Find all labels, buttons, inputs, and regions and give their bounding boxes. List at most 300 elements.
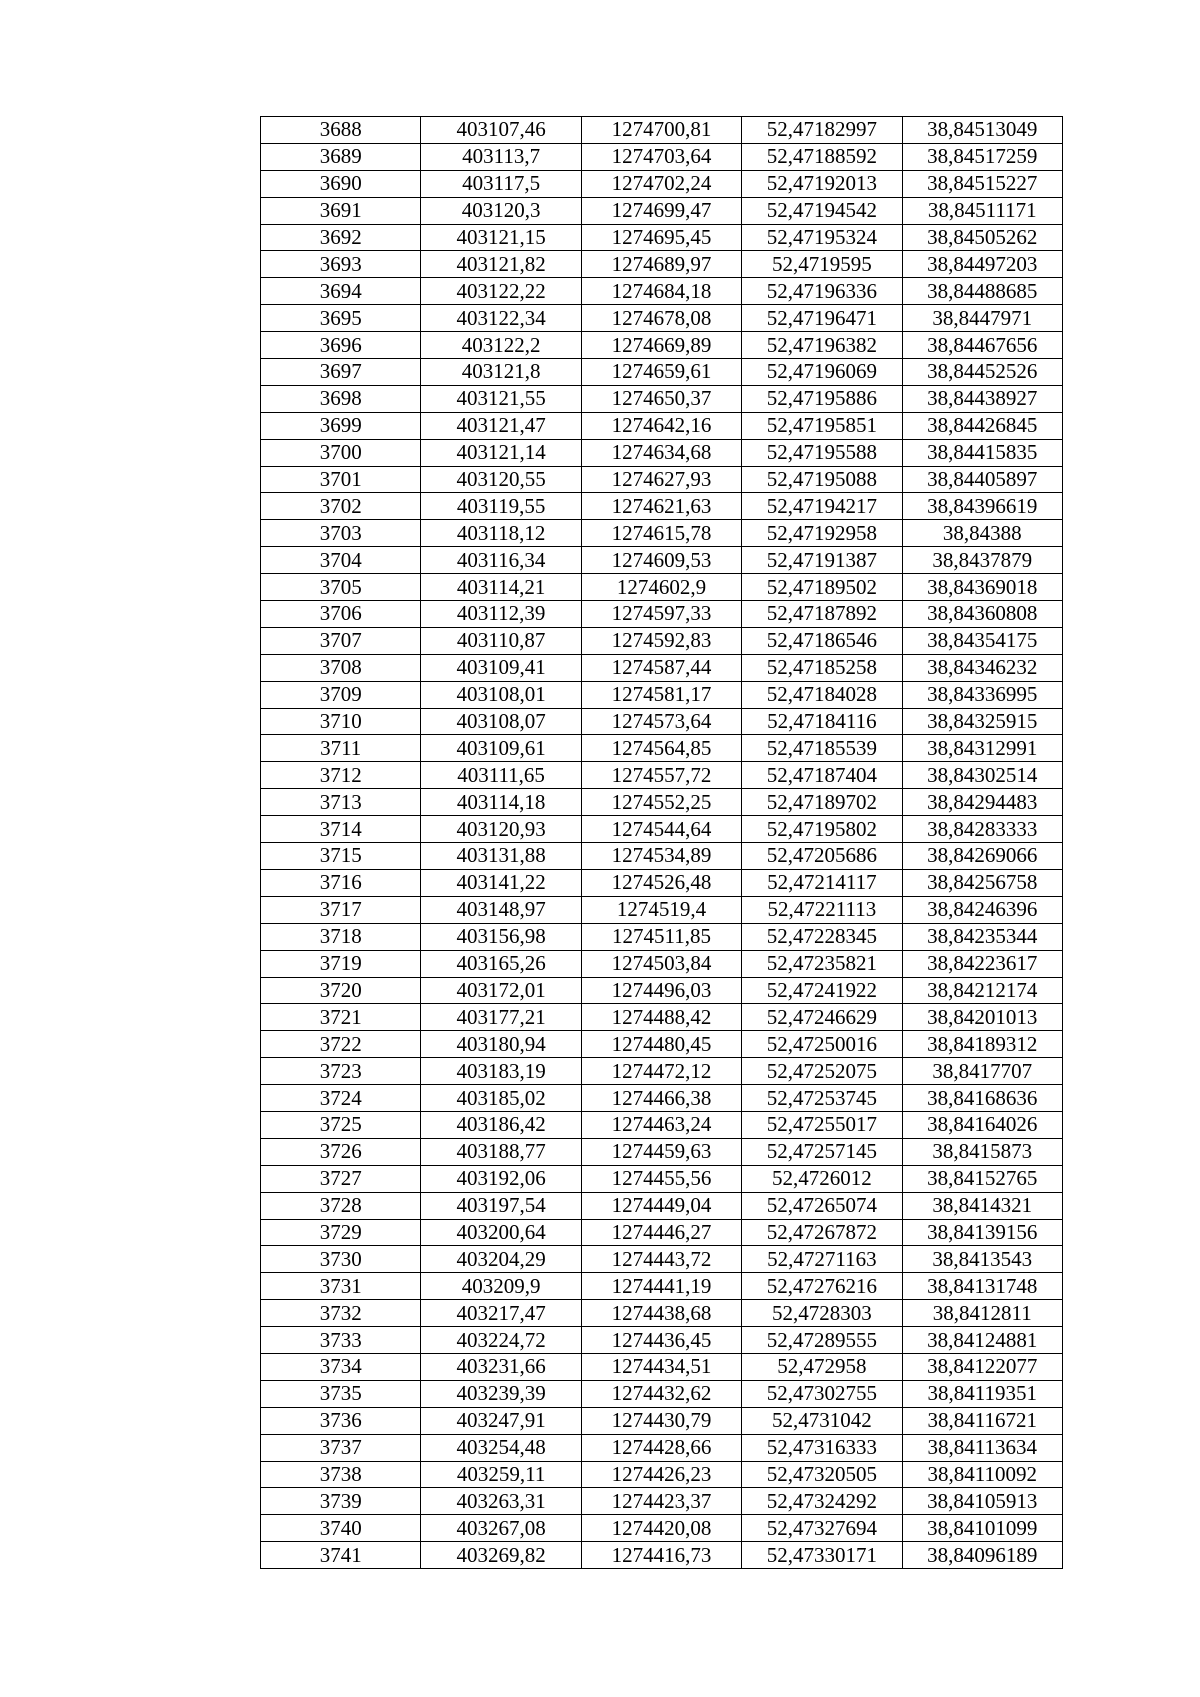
table-row (261, 1004, 1063, 1031)
y-coordinate-cell: 1274503,84 (581, 950, 741, 977)
latitude-cell: 52,47246629 (742, 1004, 902, 1031)
latitude-cell: 52,47316333 (742, 1434, 902, 1461)
y-coordinate-cell: 1274432,62 (581, 1380, 741, 1407)
point-number-cell: 3739 (261, 1488, 421, 1515)
y-coordinate-cell: 1274564,85 (581, 735, 741, 762)
table-row (261, 1031, 1063, 1058)
table-row (261, 278, 1063, 305)
point-number-cell: 3715 (261, 843, 421, 870)
x-coordinate-cell: 403141,22 (421, 869, 581, 896)
y-coordinate-cell: 1274436,45 (581, 1327, 741, 1354)
table-row (261, 1192, 1063, 1219)
x-coordinate-cell: 403172,01 (421, 977, 581, 1004)
longitude-cell: 38,84336995 (902, 681, 1062, 708)
latitude-cell: 52,47187404 (742, 762, 902, 789)
table-body (261, 117, 1063, 1569)
longitude-cell: 38,84110092 (902, 1461, 1062, 1488)
latitude-cell: 52,47276216 (742, 1273, 902, 1300)
table-row (261, 332, 1063, 359)
x-coordinate-cell: 403110,87 (421, 627, 581, 654)
table-row (261, 1488, 1063, 1515)
table-row (261, 1407, 1063, 1434)
point-number-cell: 3718 (261, 923, 421, 950)
x-coordinate-cell: 403200,64 (421, 1219, 581, 1246)
latitude-cell: 52,47267872 (742, 1219, 902, 1246)
x-coordinate-cell: 403121,47 (421, 412, 581, 439)
x-coordinate-cell: 403156,98 (421, 923, 581, 950)
point-number-cell: 3709 (261, 681, 421, 708)
point-number-cell: 3702 (261, 493, 421, 520)
y-coordinate-cell: 1274472,12 (581, 1058, 741, 1085)
y-coordinate-cell: 1274597,33 (581, 601, 741, 628)
longitude-cell: 38,84113634 (902, 1434, 1062, 1461)
latitude-cell: 52,47196471 (742, 305, 902, 332)
y-coordinate-cell: 1274700,81 (581, 117, 741, 144)
point-number-cell: 3690 (261, 170, 421, 197)
longitude-cell: 38,8415873 (902, 1138, 1062, 1165)
x-coordinate-cell: 403121,14 (421, 439, 581, 466)
longitude-cell: 38,84131748 (902, 1273, 1062, 1300)
point-number-cell: 3720 (261, 977, 421, 1004)
table-row (261, 197, 1063, 224)
latitude-cell: 52,47324292 (742, 1488, 902, 1515)
y-coordinate-cell: 1274459,63 (581, 1138, 741, 1165)
y-coordinate-cell: 1274678,08 (581, 305, 741, 332)
latitude-cell: 52,47205686 (742, 843, 902, 870)
latitude-cell: 52,47196069 (742, 359, 902, 386)
longitude-cell: 38,84168636 (902, 1085, 1062, 1112)
table-row (261, 708, 1063, 735)
x-coordinate-cell: 403113,7 (421, 143, 581, 170)
point-number-cell: 3691 (261, 197, 421, 224)
latitude-cell: 52,47194542 (742, 197, 902, 224)
latitude-cell: 52,47271163 (742, 1246, 902, 1273)
table-row (261, 762, 1063, 789)
y-coordinate-cell: 1274621,63 (581, 493, 741, 520)
latitude-cell: 52,47327694 (742, 1515, 902, 1542)
x-coordinate-cell: 403197,54 (421, 1192, 581, 1219)
y-coordinate-cell: 1274659,61 (581, 359, 741, 386)
point-number-cell: 3741 (261, 1542, 421, 1569)
point-number-cell: 3710 (261, 708, 421, 735)
longitude-cell: 38,84201013 (902, 1004, 1062, 1031)
y-coordinate-cell: 1274511,85 (581, 923, 741, 950)
y-coordinate-cell: 1274463,24 (581, 1111, 741, 1138)
latitude-cell: 52,47188592 (742, 143, 902, 170)
longitude-cell: 38,84369018 (902, 574, 1062, 601)
x-coordinate-cell: 403114,18 (421, 789, 581, 816)
point-number-cell: 3731 (261, 1273, 421, 1300)
longitude-cell: 38,84325915 (902, 708, 1062, 735)
longitude-cell: 38,84119351 (902, 1380, 1062, 1407)
latitude-cell: 52,4719595 (742, 251, 902, 278)
point-number-cell: 3696 (261, 332, 421, 359)
point-number-cell: 3723 (261, 1058, 421, 1085)
y-coordinate-cell: 1274702,24 (581, 170, 741, 197)
latitude-cell: 52,47195886 (742, 385, 902, 412)
point-number-cell: 3727 (261, 1165, 421, 1192)
longitude-cell: 38,84360808 (902, 601, 1062, 628)
x-coordinate-cell: 403122,22 (421, 278, 581, 305)
longitude-cell: 38,84505262 (902, 224, 1062, 251)
y-coordinate-cell: 1274423,37 (581, 1488, 741, 1515)
y-coordinate-cell: 1274488,42 (581, 1004, 741, 1031)
y-coordinate-cell: 1274428,66 (581, 1434, 741, 1461)
table-row (261, 1461, 1063, 1488)
y-coordinate-cell: 1274434,51 (581, 1353, 741, 1380)
x-coordinate-cell: 403108,07 (421, 708, 581, 735)
point-number-cell: 3688 (261, 117, 421, 144)
table-row (261, 547, 1063, 574)
x-coordinate-cell: 403217,47 (421, 1300, 581, 1327)
y-coordinate-cell: 1274592,83 (581, 627, 741, 654)
latitude-cell: 52,47228345 (742, 923, 902, 950)
longitude-cell: 38,8414321 (902, 1192, 1062, 1219)
y-coordinate-cell: 1274627,93 (581, 466, 741, 493)
y-coordinate-cell: 1274699,47 (581, 197, 741, 224)
point-number-cell: 3716 (261, 869, 421, 896)
y-coordinate-cell: 1274669,89 (581, 332, 741, 359)
x-coordinate-cell: 403120,55 (421, 466, 581, 493)
latitude-cell: 52,47189502 (742, 574, 902, 601)
table-row (261, 305, 1063, 332)
x-coordinate-cell: 403209,9 (421, 1273, 581, 1300)
y-coordinate-cell: 1274519,4 (581, 896, 741, 923)
table-row (261, 977, 1063, 1004)
point-number-cell: 3728 (261, 1192, 421, 1219)
x-coordinate-cell: 403117,5 (421, 170, 581, 197)
longitude-cell: 38,84212174 (902, 977, 1062, 1004)
point-number-cell: 3732 (261, 1300, 421, 1327)
longitude-cell: 38,84223617 (902, 950, 1062, 977)
x-coordinate-cell: 403254,48 (421, 1434, 581, 1461)
latitude-cell: 52,47253745 (742, 1085, 902, 1112)
latitude-cell: 52,4726012 (742, 1165, 902, 1192)
point-number-cell: 3689 (261, 143, 421, 170)
table-row (261, 1138, 1063, 1165)
x-coordinate-cell: 403118,12 (421, 520, 581, 547)
point-number-cell: 3717 (261, 896, 421, 923)
y-coordinate-cell: 1274581,17 (581, 681, 741, 708)
point-number-cell: 3699 (261, 412, 421, 439)
table-row (261, 1327, 1063, 1354)
latitude-cell: 52,4731042 (742, 1407, 902, 1434)
latitude-cell: 52,47189702 (742, 789, 902, 816)
point-number-cell: 3706 (261, 601, 421, 628)
table-row (261, 1219, 1063, 1246)
longitude-cell: 38,84415835 (902, 439, 1062, 466)
longitude-cell: 38,84517259 (902, 143, 1062, 170)
point-number-cell: 3740 (261, 1515, 421, 1542)
y-coordinate-cell: 1274496,03 (581, 977, 741, 1004)
table-row (261, 520, 1063, 547)
latitude-cell: 52,47320505 (742, 1461, 902, 1488)
latitude-cell: 52,47302755 (742, 1380, 902, 1407)
table-row (261, 439, 1063, 466)
longitude-cell: 38,84096189 (902, 1542, 1062, 1569)
longitude-cell: 38,8417707 (902, 1058, 1062, 1085)
y-coordinate-cell: 1274695,45 (581, 224, 741, 251)
y-coordinate-cell: 1274689,97 (581, 251, 741, 278)
table-row (261, 601, 1063, 628)
longitude-cell: 38,84246396 (902, 896, 1062, 923)
table-row (261, 574, 1063, 601)
x-coordinate-cell: 403259,11 (421, 1461, 581, 1488)
latitude-cell: 52,47191387 (742, 547, 902, 574)
table-row (261, 923, 1063, 950)
longitude-cell: 38,84101099 (902, 1515, 1062, 1542)
latitude-cell: 52,47196382 (742, 332, 902, 359)
table-row (261, 143, 1063, 170)
point-number-cell: 3713 (261, 789, 421, 816)
point-number-cell: 3708 (261, 654, 421, 681)
y-coordinate-cell: 1274534,89 (581, 843, 741, 870)
x-coordinate-cell: 403183,19 (421, 1058, 581, 1085)
x-coordinate-cell: 403188,77 (421, 1138, 581, 1165)
point-number-cell: 3733 (261, 1327, 421, 1354)
y-coordinate-cell: 1274615,78 (581, 520, 741, 547)
x-coordinate-cell: 403267,08 (421, 1515, 581, 1542)
longitude-cell: 38,84139156 (902, 1219, 1062, 1246)
point-number-cell: 3735 (261, 1380, 421, 1407)
point-number-cell: 3712 (261, 762, 421, 789)
coordinates-table (260, 116, 1063, 1569)
point-number-cell: 3724 (261, 1085, 421, 1112)
point-number-cell: 3726 (261, 1138, 421, 1165)
point-number-cell: 3734 (261, 1353, 421, 1380)
table-row (261, 843, 1063, 870)
y-coordinate-cell: 1274634,68 (581, 439, 741, 466)
point-number-cell: 3692 (261, 224, 421, 251)
longitude-cell: 38,8437879 (902, 547, 1062, 574)
x-coordinate-cell: 403269,82 (421, 1542, 581, 1569)
y-coordinate-cell: 1274650,37 (581, 385, 741, 412)
table-row (261, 251, 1063, 278)
longitude-cell: 38,84452526 (902, 359, 1062, 386)
table-row (261, 681, 1063, 708)
x-coordinate-cell: 403165,26 (421, 950, 581, 977)
x-coordinate-cell: 403111,65 (421, 762, 581, 789)
table-row (261, 735, 1063, 762)
point-number-cell: 3700 (261, 439, 421, 466)
x-coordinate-cell: 403107,46 (421, 117, 581, 144)
point-number-cell: 3704 (261, 547, 421, 574)
x-coordinate-cell: 403114,21 (421, 574, 581, 601)
y-coordinate-cell: 1274573,64 (581, 708, 741, 735)
y-coordinate-cell: 1274684,18 (581, 278, 741, 305)
latitude-cell: 52,47192958 (742, 520, 902, 547)
latitude-cell: 52,47241922 (742, 977, 902, 1004)
latitude-cell: 52,47235821 (742, 950, 902, 977)
table-row (261, 1515, 1063, 1542)
y-coordinate-cell: 1274430,79 (581, 1407, 741, 1434)
x-coordinate-cell: 403204,29 (421, 1246, 581, 1273)
latitude-cell: 52,47194217 (742, 493, 902, 520)
x-coordinate-cell: 403192,06 (421, 1165, 581, 1192)
point-number-cell: 3725 (261, 1111, 421, 1138)
latitude-cell: 52,47195588 (742, 439, 902, 466)
longitude-cell: 38,84235344 (902, 923, 1062, 950)
table-row (261, 170, 1063, 197)
x-coordinate-cell: 403122,2 (421, 332, 581, 359)
longitude-cell: 38,84302514 (902, 762, 1062, 789)
x-coordinate-cell: 403109,61 (421, 735, 581, 762)
point-number-cell: 3703 (261, 520, 421, 547)
table-row (261, 789, 1063, 816)
latitude-cell: 52,47195324 (742, 224, 902, 251)
latitude-cell: 52,47182997 (742, 117, 902, 144)
longitude-cell: 38,84312991 (902, 735, 1062, 762)
longitude-cell: 38,84405897 (902, 466, 1062, 493)
table-row (261, 493, 1063, 520)
y-coordinate-cell: 1274438,68 (581, 1300, 741, 1327)
longitude-cell: 38,84354175 (902, 627, 1062, 654)
x-coordinate-cell: 403180,94 (421, 1031, 581, 1058)
x-coordinate-cell: 403231,66 (421, 1353, 581, 1380)
point-number-cell: 3695 (261, 305, 421, 332)
x-coordinate-cell: 403121,8 (421, 359, 581, 386)
y-coordinate-cell: 1274642,16 (581, 412, 741, 439)
latitude-cell: 52,4728303 (742, 1300, 902, 1327)
longitude-cell: 38,84124881 (902, 1327, 1062, 1354)
longitude-cell: 38,84467656 (902, 332, 1062, 359)
x-coordinate-cell: 403247,91 (421, 1407, 581, 1434)
y-coordinate-cell: 1274480,45 (581, 1031, 741, 1058)
y-coordinate-cell: 1274552,25 (581, 789, 741, 816)
latitude-cell: 52,47195851 (742, 412, 902, 439)
x-coordinate-cell: 403116,34 (421, 547, 581, 574)
latitude-cell: 52,47184028 (742, 681, 902, 708)
latitude-cell: 52,47257145 (742, 1138, 902, 1165)
y-coordinate-cell: 1274443,72 (581, 1246, 741, 1273)
table-row (261, 1058, 1063, 1085)
longitude-cell: 38,84388 (902, 520, 1062, 547)
latitude-cell: 52,47185258 (742, 654, 902, 681)
longitude-cell: 38,84122077 (902, 1353, 1062, 1380)
table-row (261, 654, 1063, 681)
longitude-cell: 38,84116721 (902, 1407, 1062, 1434)
table-row (261, 224, 1063, 251)
point-number-cell: 3729 (261, 1219, 421, 1246)
point-number-cell: 3705 (261, 574, 421, 601)
point-number-cell: 3721 (261, 1004, 421, 1031)
point-number-cell: 3722 (261, 1031, 421, 1058)
x-coordinate-cell: 403131,88 (421, 843, 581, 870)
table-row (261, 896, 1063, 923)
y-coordinate-cell: 1274449,04 (581, 1192, 741, 1219)
longitude-cell: 38,84438927 (902, 385, 1062, 412)
table-row (261, 1380, 1063, 1407)
table-row (261, 1353, 1063, 1380)
table-row (261, 117, 1063, 144)
table-row (261, 466, 1063, 493)
y-coordinate-cell: 1274587,44 (581, 654, 741, 681)
x-coordinate-cell: 403119,55 (421, 493, 581, 520)
table-row (261, 1300, 1063, 1327)
longitude-cell: 38,84346232 (902, 654, 1062, 681)
point-number-cell: 3719 (261, 950, 421, 977)
x-coordinate-cell: 403239,39 (421, 1380, 581, 1407)
latitude-cell: 52,47195088 (742, 466, 902, 493)
longitude-cell: 38,84152765 (902, 1165, 1062, 1192)
y-coordinate-cell: 1274526,48 (581, 869, 741, 896)
point-number-cell: 3698 (261, 385, 421, 412)
longitude-cell: 38,84513049 (902, 117, 1062, 144)
latitude-cell: 52,47192013 (742, 170, 902, 197)
y-coordinate-cell: 1274602,9 (581, 574, 741, 601)
latitude-cell: 52,47289555 (742, 1327, 902, 1354)
x-coordinate-cell: 403177,21 (421, 1004, 581, 1031)
table-row (261, 1434, 1063, 1461)
x-coordinate-cell: 403186,42 (421, 1111, 581, 1138)
x-coordinate-cell: 403122,34 (421, 305, 581, 332)
point-number-cell: 3707 (261, 627, 421, 654)
longitude-cell: 38,84515227 (902, 170, 1062, 197)
y-coordinate-cell: 1274426,23 (581, 1461, 741, 1488)
point-number-cell: 3694 (261, 278, 421, 305)
x-coordinate-cell: 403224,72 (421, 1327, 581, 1354)
latitude-cell: 52,47221113 (742, 896, 902, 923)
table-row (261, 1165, 1063, 1192)
table-row (261, 359, 1063, 386)
y-coordinate-cell: 1274557,72 (581, 762, 741, 789)
point-number-cell: 3711 (261, 735, 421, 762)
x-coordinate-cell: 403120,93 (421, 816, 581, 843)
latitude-cell: 52,47265074 (742, 1192, 902, 1219)
longitude-cell: 38,84511171 (902, 197, 1062, 224)
latitude-cell: 52,47214117 (742, 869, 902, 896)
longitude-cell: 38,8412811 (902, 1300, 1062, 1327)
y-coordinate-cell: 1274441,19 (581, 1273, 741, 1300)
point-number-cell: 3737 (261, 1434, 421, 1461)
longitude-cell: 38,8447971 (902, 305, 1062, 332)
point-number-cell: 3738 (261, 1461, 421, 1488)
longitude-cell: 38,84269066 (902, 843, 1062, 870)
y-coordinate-cell: 1274609,53 (581, 547, 741, 574)
x-coordinate-cell: 403121,55 (421, 385, 581, 412)
longitude-cell: 38,84283333 (902, 816, 1062, 843)
latitude-cell: 52,47330171 (742, 1542, 902, 1569)
longitude-cell: 38,84256758 (902, 869, 1062, 896)
point-number-cell: 3736 (261, 1407, 421, 1434)
table-row (261, 950, 1063, 977)
latitude-cell: 52,47195802 (742, 816, 902, 843)
latitude-cell: 52,47185539 (742, 735, 902, 762)
longitude-cell: 38,84426845 (902, 412, 1062, 439)
latitude-cell: 52,47255017 (742, 1111, 902, 1138)
x-coordinate-cell: 403120,3 (421, 197, 581, 224)
y-coordinate-cell: 1274446,27 (581, 1219, 741, 1246)
table-row (261, 1246, 1063, 1273)
point-number-cell: 3693 (261, 251, 421, 278)
y-coordinate-cell: 1274455,56 (581, 1165, 741, 1192)
y-coordinate-cell: 1274703,64 (581, 143, 741, 170)
x-coordinate-cell: 403148,97 (421, 896, 581, 923)
latitude-cell: 52,47196336 (742, 278, 902, 305)
x-coordinate-cell: 403121,15 (421, 224, 581, 251)
point-number-cell: 3697 (261, 359, 421, 386)
x-coordinate-cell: 403121,82 (421, 251, 581, 278)
point-number-cell: 3730 (261, 1246, 421, 1273)
y-coordinate-cell: 1274420,08 (581, 1515, 741, 1542)
x-coordinate-cell: 403112,39 (421, 601, 581, 628)
table-row (261, 627, 1063, 654)
longitude-cell: 38,84396619 (902, 493, 1062, 520)
longitude-cell: 38,84164026 (902, 1111, 1062, 1138)
y-coordinate-cell: 1274544,64 (581, 816, 741, 843)
table-row (261, 1085, 1063, 1112)
table-row (261, 385, 1063, 412)
